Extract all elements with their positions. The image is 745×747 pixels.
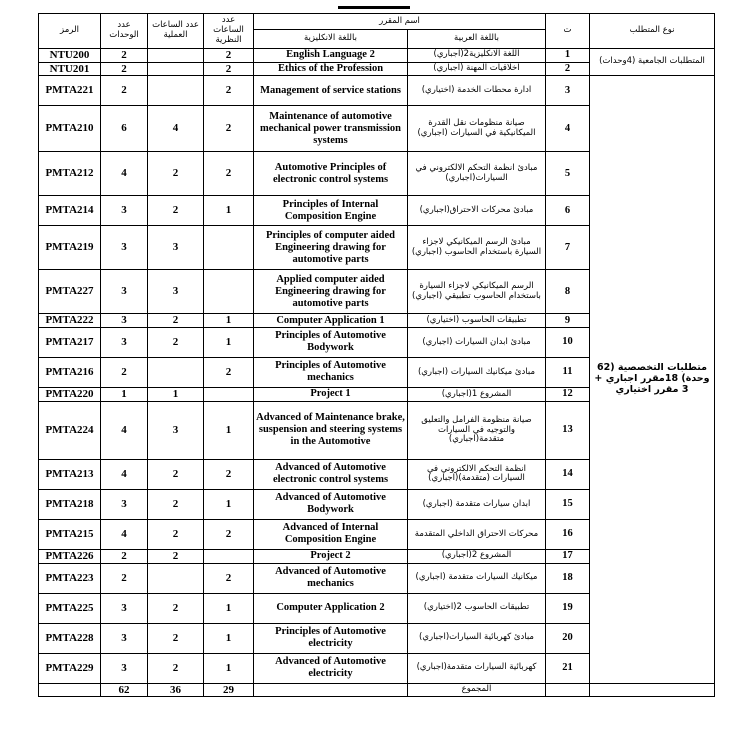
course-practical-hours: 2 xyxy=(148,519,204,549)
course-theory-hours: 1 xyxy=(204,327,254,357)
top-edge-mark xyxy=(338,6,410,9)
course-theory-hours: 2 xyxy=(204,106,254,152)
course-practical-hours: 2 xyxy=(148,593,204,623)
course-arabic-name: محركات الاحتراق الداخلي المتقدمة xyxy=(408,519,546,549)
course-arabic-name: كهربائية السيارات متقدمة(اجباري) xyxy=(408,653,546,683)
course-english-name: Project 1 xyxy=(254,387,408,401)
course-code: PMTA218 xyxy=(39,489,101,519)
course-arabic-name: صيانة منظومة الفرامل والتعليق والتوجيه في السيارات متقدمة(اجباري) xyxy=(408,401,546,459)
course-units: 4 xyxy=(101,152,148,196)
course-units: 2 xyxy=(101,563,148,593)
course-english-name: Maintenance of automotive mechanical power transmission systems xyxy=(254,106,408,152)
course-practical-hours: 1 xyxy=(148,387,204,401)
course-units: 4 xyxy=(101,401,148,459)
course-code: PMTA221 xyxy=(39,76,101,106)
course-seq: 9 xyxy=(546,314,590,328)
course-units: 2 xyxy=(101,357,148,387)
course-seq: 17 xyxy=(546,549,590,563)
course-practical-hours: 3 xyxy=(148,270,204,314)
course-seq: 10 xyxy=(546,327,590,357)
course-practical-hours: 2 xyxy=(148,196,204,226)
course-units: 6 xyxy=(101,106,148,152)
course-arabic-name: ابدان سيارات متقدمة (اجباري) xyxy=(408,489,546,519)
course-theory-hours xyxy=(204,226,254,270)
course-seq: 21 xyxy=(546,653,590,683)
course-units: 2 xyxy=(101,62,148,76)
course-english-name: Advanced of Automotive electronic control systems xyxy=(254,459,408,489)
course-code: NTU200 xyxy=(39,49,101,63)
course-arabic-name: مبادئ ابدان السيارات (اجباري) xyxy=(408,327,546,357)
course-arabic-name: تطبيقات الحاسوب 2(اختياري) xyxy=(408,593,546,623)
table-row xyxy=(39,76,715,106)
requirement-group-specialization: متطلبات التخصصية (62 وحدة) 18مقرر اجباري + 3 مقرر اختياري xyxy=(590,76,715,683)
course-english-name: Advanced of Maintenance brake, suspension and steering systems in the Automotive xyxy=(254,401,408,459)
course-arabic-name: مبادئ ميكانيك السيارات (اجباري) xyxy=(408,357,546,387)
course-seq: 14 xyxy=(546,459,590,489)
course-seq: 12 xyxy=(546,387,590,401)
course-code: PMTA228 xyxy=(39,623,101,653)
course-arabic-name: مبادئ انظمة التحكم الالكتروني في السيارات(اجباري) xyxy=(408,152,546,196)
totals-seq-blank xyxy=(546,683,590,697)
course-code: PMTA212 xyxy=(39,152,101,196)
totals-row xyxy=(39,683,715,697)
course-seq: 13 xyxy=(546,401,590,459)
course-units: 3 xyxy=(101,314,148,328)
course-practical-hours: 2 xyxy=(148,459,204,489)
course-code: PMTA210 xyxy=(39,106,101,152)
course-practical-hours: 2 xyxy=(148,489,204,519)
header-units: عدد الوحدات xyxy=(101,14,148,49)
course-seq: 5 xyxy=(546,152,590,196)
course-code: PMTA227 xyxy=(39,270,101,314)
course-english-name: Principles of Automotive mechanics xyxy=(254,357,408,387)
totals-english-blank xyxy=(254,683,408,697)
course-english-name: Advanced of Automotive Bodywork xyxy=(254,489,408,519)
header-course-name: اسم المقرر xyxy=(254,14,546,30)
course-theory-hours: 1 xyxy=(204,653,254,683)
course-code: PMTA222 xyxy=(39,314,101,328)
course-arabic-name: اخلاقيات المهنة (اجباري) xyxy=(408,62,546,76)
course-code: PMTA229 xyxy=(39,653,101,683)
course-units: 3 xyxy=(101,327,148,357)
course-english-name: Management of service stations xyxy=(254,76,408,106)
course-english-name: Ethics of the Profession xyxy=(254,62,408,76)
course-theory-hours xyxy=(204,387,254,401)
course-theory-hours: 2 xyxy=(204,519,254,549)
course-units: 3 xyxy=(101,653,148,683)
course-practical-hours: 4 xyxy=(148,106,204,152)
course-seq: 6 xyxy=(546,196,590,226)
header-row-1 xyxy=(39,14,715,30)
course-theory-hours: 1 xyxy=(204,314,254,328)
course-units: 3 xyxy=(101,270,148,314)
course-practical-hours xyxy=(148,49,204,63)
header-theory-hours: عدد الساعات النظرية xyxy=(204,14,254,49)
course-arabic-name: مبادئ كهربائية السيارات(اجباري) xyxy=(408,623,546,653)
header-arabic-name: باللغة العربية xyxy=(408,30,546,49)
course-arabic-name: الرسم الميكانيكي لاجزاء السيارة باستخدام الحاسوب تطبيقي (اجباري) xyxy=(408,270,546,314)
course-practical-hours: 2 xyxy=(148,314,204,328)
course-arabic-name: صيانة منظومات نقل القدرة الميكانيكية في السيارات (اجباري) xyxy=(408,106,546,152)
course-practical-hours: 2 xyxy=(148,653,204,683)
course-code: PMTA224 xyxy=(39,401,101,459)
course-english-name: Principles of computer aided Engineering drawing for automotive parts xyxy=(254,226,408,270)
course-theory-hours xyxy=(204,549,254,563)
table-row xyxy=(39,49,715,63)
course-theory-hours: 2 xyxy=(204,49,254,63)
course-arabic-name: اللغة الانكليزية2(اجباري) xyxy=(408,49,546,63)
course-english-name: Advanced of Automotive mechanics xyxy=(254,563,408,593)
course-seq: 4 xyxy=(546,106,590,152)
course-theory-hours: 1 xyxy=(204,593,254,623)
course-theory-hours: 1 xyxy=(204,623,254,653)
course-units: 3 xyxy=(101,196,148,226)
course-practical-hours: 2 xyxy=(148,623,204,653)
course-arabic-name: المشروع 1(اجباري) xyxy=(408,387,546,401)
course-arabic-name: المشروع 2(اجباري) xyxy=(408,549,546,563)
course-practical-hours xyxy=(148,62,204,76)
course-seq: 7 xyxy=(546,226,590,270)
course-theory-hours xyxy=(204,270,254,314)
course-units: 4 xyxy=(101,459,148,489)
course-theory-hours: 2 xyxy=(204,62,254,76)
course-code: PMTA216 xyxy=(39,357,101,387)
course-theory-hours: 2 xyxy=(204,459,254,489)
course-units: 4 xyxy=(101,519,148,549)
course-english-name: Principles of Automotive electricity xyxy=(254,623,408,653)
course-english-name: Project 2 xyxy=(254,549,408,563)
course-units: 2 xyxy=(101,49,148,63)
course-practical-hours: 2 xyxy=(148,152,204,196)
course-arabic-name: تطبيقات الحاسوب (اختياري) xyxy=(408,314,546,328)
course-code: PMTA214 xyxy=(39,196,101,226)
course-english-name: Applied computer aided Engineering drawing for automotive parts xyxy=(254,270,408,314)
requirement-group-university: المتطلبات الجامعية (4وحدات) xyxy=(590,49,715,76)
course-arabic-name: مبادئ محركات الاحتراق(اجباري) xyxy=(408,196,546,226)
course-theory-hours: 2 xyxy=(204,76,254,106)
course-seq: 16 xyxy=(546,519,590,549)
course-practical-hours: 2 xyxy=(148,549,204,563)
course-theory-hours: 1 xyxy=(204,196,254,226)
header-requirement-type: نوع المتطلب xyxy=(590,14,715,49)
course-practical-hours xyxy=(148,563,204,593)
course-english-name: Automotive Principles of electronic control systems xyxy=(254,152,408,196)
totals-units: 62 xyxy=(101,683,148,697)
header-english-name: باللغة الانكليزية xyxy=(254,30,408,49)
course-seq: 2 xyxy=(546,62,590,76)
totals-type-blank xyxy=(590,683,715,697)
course-practical-hours xyxy=(148,357,204,387)
course-units: 2 xyxy=(101,76,148,106)
course-code: PMTA225 xyxy=(39,593,101,623)
totals-theory-hours: 29 xyxy=(204,683,254,697)
course-units: 3 xyxy=(101,593,148,623)
course-english-name: Advanced of Automotive electricity xyxy=(254,653,408,683)
course-arabic-name: مبادئ الرسم الميكانيكي لاجزاء السيارة باستخدام الحاسوب (اجباري) xyxy=(408,226,546,270)
course-seq: 18 xyxy=(546,563,590,593)
course-theory-hours: 2 xyxy=(204,357,254,387)
course-code: PMTA217 xyxy=(39,327,101,357)
course-arabic-name: انظمة التحكم الالكتروني في السيارات (متقدمة)(اجباري) xyxy=(408,459,546,489)
course-code: PMTA226 xyxy=(39,549,101,563)
course-units: 3 xyxy=(101,489,148,519)
course-arabic-name: ادارة محطات الخدمة (اختياري) xyxy=(408,76,546,106)
course-theory-hours: 1 xyxy=(204,489,254,519)
course-theory-hours: 2 xyxy=(204,152,254,196)
course-practical-hours: 3 xyxy=(148,401,204,459)
course-units: 3 xyxy=(101,226,148,270)
course-code: PMTA213 xyxy=(39,459,101,489)
course-english-name: English Language 2 xyxy=(254,49,408,63)
course-theory-hours: 2 xyxy=(204,563,254,593)
course-english-name: Advanced of Internal Composition Engine xyxy=(254,519,408,549)
course-seq: 15 xyxy=(546,489,590,519)
course-code: PMTA220 xyxy=(39,387,101,401)
course-units: 2 xyxy=(101,549,148,563)
course-seq: 19 xyxy=(546,593,590,623)
course-seq: 20 xyxy=(546,623,590,653)
course-english-name: Principles of Internal Composition Engine xyxy=(254,196,408,226)
course-code: NTU201 xyxy=(39,62,101,76)
course-seq: 1 xyxy=(546,49,590,63)
course-english-name: Principles of Automotive Bodywork xyxy=(254,327,408,357)
course-seq: 3 xyxy=(546,76,590,106)
table-body xyxy=(39,14,715,697)
header-seq: ت xyxy=(546,14,590,49)
curriculum-table xyxy=(38,13,715,697)
course-english-name: Computer Application 1 xyxy=(254,314,408,328)
totals-label: المجموع xyxy=(408,683,546,697)
header-code: الرمز xyxy=(39,14,101,49)
course-seq: 11 xyxy=(546,357,590,387)
course-english-name: Computer Application 2 xyxy=(254,593,408,623)
course-code: PMTA223 xyxy=(39,563,101,593)
course-units: 3 xyxy=(101,623,148,653)
course-code: PMTA215 xyxy=(39,519,101,549)
totals-practical-hours: 36 xyxy=(148,683,204,697)
course-seq: 8 xyxy=(546,270,590,314)
course-practical-hours xyxy=(148,76,204,106)
course-arabic-name: ميكانيك السيارات متقدمة (اجباري) xyxy=(408,563,546,593)
header-practical-hours: عدد الساعات العملية xyxy=(148,14,204,49)
course-practical-hours: 2 xyxy=(148,327,204,357)
course-units: 1 xyxy=(101,387,148,401)
course-practical-hours: 3 xyxy=(148,226,204,270)
totals-code-blank xyxy=(39,683,101,697)
course-theory-hours: 1 xyxy=(204,401,254,459)
course-code: PMTA219 xyxy=(39,226,101,270)
